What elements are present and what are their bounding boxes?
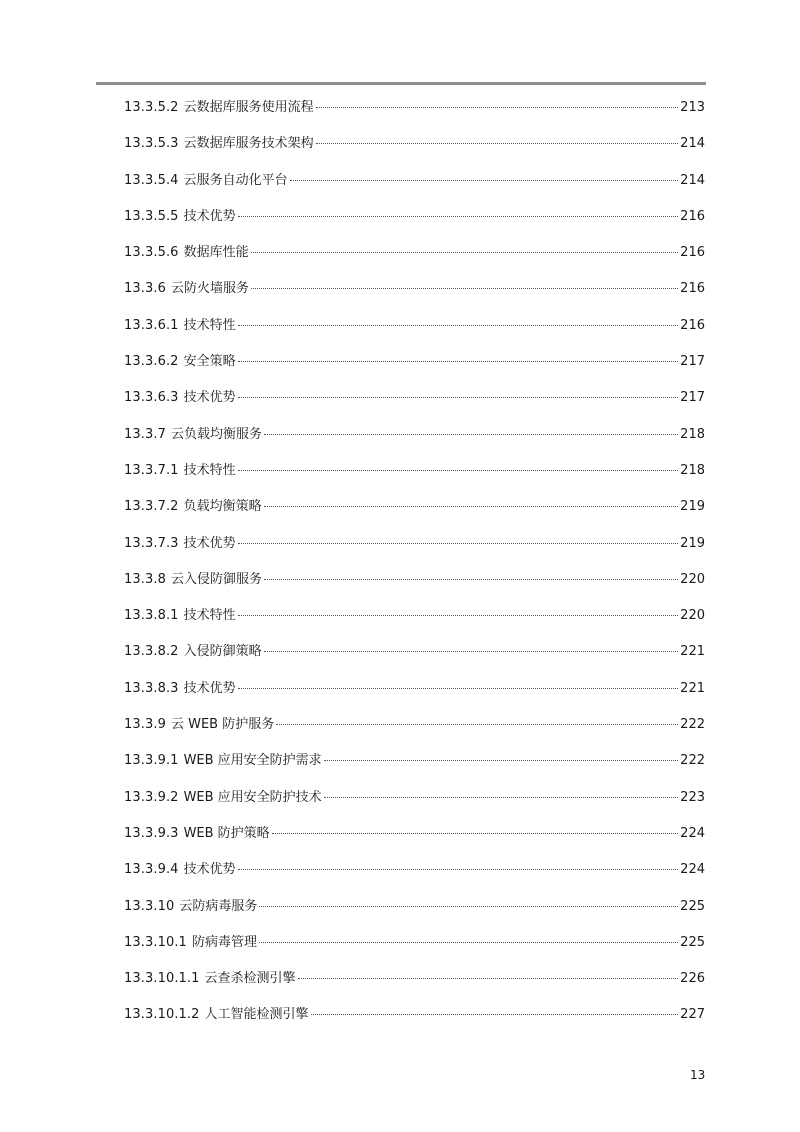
toc-entry-title: 云数据库服务使用流程	[183, 100, 314, 115]
toc-entry[interactable]	[124, 531, 705, 567]
toc-entry-page: 223	[680, 789, 705, 805]
toc-entry-title: 技术特性	[183, 608, 236, 624]
toc-dot-leader	[316, 143, 679, 144]
toc-entry-page: 219	[680, 535, 705, 551]
toc-entry-number: 13.3.8	[124, 571, 166, 587]
toc-entry[interactable]	[124, 313, 705, 349]
toc-entry-number: 13.3.10.1	[124, 934, 187, 950]
toc-entry-title: WEB 应用安全防护技术	[183, 789, 322, 805]
toc-entry[interactable]	[124, 785, 705, 821]
toc-entry-page: 217	[680, 390, 705, 406]
toc-entry[interactable]	[124, 966, 705, 1002]
toc-entry-number: 13.3.9.4	[124, 862, 179, 878]
toc-dot-leader	[311, 1014, 679, 1015]
toc-entry-number: 13.3.6.1	[124, 317, 179, 333]
toc-entry-page: 216	[680, 245, 705, 261]
toc-entry-page: 227	[680, 1007, 705, 1023]
toc-entry-number: 13.3.5.2	[124, 100, 179, 115]
toc-entry-page: 213	[680, 100, 705, 115]
toc-entry[interactable]	[124, 422, 705, 458]
toc-entry[interactable]	[124, 712, 705, 748]
toc-dot-leader	[238, 216, 679, 217]
header-rule	[96, 82, 706, 85]
toc-entry-title: 云入侵防御服务	[170, 571, 262, 587]
toc-entry-page: 216	[680, 208, 705, 224]
toc-dot-leader	[251, 288, 678, 289]
toc-entry-page: 220	[680, 608, 705, 624]
toc-entry-title: 数据库性能	[183, 245, 249, 261]
toc-entry-number: 13.3.9.1	[124, 753, 179, 769]
toc-dot-leader	[238, 361, 679, 362]
toc-entry-page: 216	[680, 317, 705, 333]
toc-dot-leader	[264, 506, 679, 507]
toc-entry[interactable]	[124, 821, 705, 857]
page-number: 13	[690, 1068, 706, 1082]
toc-dot-leader	[272, 833, 678, 834]
toc-entry[interactable]	[124, 1002, 705, 1038]
toc-entry-page: 222	[680, 717, 705, 733]
toc-entry[interactable]	[124, 131, 705, 167]
toc-entry-page: 224	[680, 862, 705, 878]
toc-dot-leader	[238, 869, 679, 870]
toc-entry[interactable]	[124, 240, 705, 276]
toc-entry[interactable]	[124, 276, 705, 312]
toc-entry-title: 云服务自动化平台	[183, 172, 288, 188]
toc-entry-page: 225	[680, 934, 705, 950]
toc-entry-number: 13.3.5.3	[124, 136, 179, 152]
toc-entry-title: 云负载均衡服务	[170, 426, 262, 442]
toc-entry-number: 13.3.8.1	[124, 608, 179, 624]
toc-entry-number: 13.3.5.5	[124, 208, 179, 224]
toc-entry[interactable]	[124, 95, 705, 131]
toc-entry-title: 安全策略	[183, 354, 236, 370]
toc-entry-page: 221	[680, 680, 705, 696]
toc-entry[interactable]	[124, 204, 705, 240]
toc-entry-page: 220	[680, 571, 705, 587]
toc-dot-leader	[238, 325, 679, 326]
toc-dot-leader	[276, 724, 678, 725]
toc-entry-title: 防病毒管理	[191, 934, 257, 950]
toc-entry-page: 216	[680, 281, 705, 297]
toc-entry[interactable]	[124, 567, 705, 603]
toc-entry-page: 214	[680, 172, 705, 188]
toc-dot-leader	[316, 107, 679, 108]
toc-entry-page: 224	[680, 825, 705, 841]
toc-entry-title: 入侵防御策略	[183, 644, 262, 660]
toc-entry-number: 13.3.7.1	[124, 462, 179, 478]
toc-entry[interactable]	[124, 349, 705, 385]
toc-entry[interactable]	[124, 894, 705, 930]
toc-entry[interactable]	[124, 857, 705, 893]
toc-entry-number: 13.3.10.1.1	[124, 971, 200, 987]
toc-entry-title: 技术优势	[183, 535, 236, 551]
toc-dot-leader	[259, 906, 678, 907]
toc-entry-title: 云 WEB 防护服务	[170, 717, 275, 733]
toc-entry[interactable]	[124, 748, 705, 784]
toc-dot-leader	[264, 579, 678, 580]
toc-entry-title: 负载均衡策略	[183, 499, 262, 515]
toc-entry[interactable]	[124, 603, 705, 639]
table-of-contents	[124, 95, 705, 1039]
toc-entry-number: 13.3.8.2	[124, 644, 179, 660]
toc-entry[interactable]	[124, 385, 705, 421]
toc-entry-page: 219	[680, 499, 705, 515]
toc-entry-number: 13.3.9.2	[124, 789, 179, 805]
toc-dot-leader	[264, 434, 678, 435]
toc-entry-title: 技术优势	[183, 680, 236, 696]
toc-entry-title: WEB 防护策略	[183, 825, 270, 841]
toc-entry-number: 13.3.10.1.2	[124, 1007, 200, 1023]
toc-entry-page: 217	[680, 354, 705, 370]
toc-entry-number: 13.3.5.6	[124, 245, 179, 261]
toc-entry-page: 221	[680, 644, 705, 660]
toc-entry-number: 13.3.7.2	[124, 499, 179, 515]
toc-entry-title: WEB 应用安全防护需求	[183, 753, 322, 769]
toc-entry[interactable]	[124, 930, 705, 966]
toc-entry-title: 技术优势	[183, 390, 236, 406]
toc-entry[interactable]	[124, 168, 705, 204]
toc-entry-number: 13.3.9	[124, 717, 166, 733]
toc-dot-leader	[324, 797, 678, 798]
toc-dot-leader	[298, 978, 679, 979]
toc-entry-title: 技术特性	[183, 462, 236, 478]
toc-entry[interactable]	[124, 458, 705, 494]
toc-entry-title: 云数据库服务技术架构	[183, 136, 314, 152]
toc-entry-page: 225	[680, 898, 705, 914]
toc-entry-title: 云防病毒服务	[179, 898, 258, 914]
toc-dot-leader	[238, 470, 679, 471]
toc-dot-leader	[251, 252, 679, 253]
toc-dot-leader	[259, 942, 678, 943]
toc-entry-page: 218	[680, 426, 705, 442]
toc-entry-title: 云防火墙服务	[170, 281, 249, 297]
toc-dot-leader	[238, 543, 679, 544]
toc-entry-title: 技术优势	[183, 208, 236, 224]
toc-entry[interactable]	[124, 494, 705, 530]
toc-entry-page: 226	[680, 971, 705, 987]
toc-entry-title: 人工智能检测引擎	[204, 1007, 309, 1023]
toc-entry-number: 13.3.6.3	[124, 390, 179, 406]
toc-dot-leader	[238, 615, 679, 616]
toc-dot-leader	[238, 397, 679, 398]
toc-entry-title: 云查杀检测引擎	[204, 971, 296, 987]
toc-entry-page: 222	[680, 753, 705, 769]
toc-entry-number: 13.3.8.3	[124, 680, 179, 696]
toc-dot-leader	[264, 651, 679, 652]
toc-entry-title: 技术优势	[183, 862, 236, 878]
toc-entry-number: 13.3.7	[124, 426, 166, 442]
toc-entry-number: 13.3.7.3	[124, 535, 179, 551]
toc-entry-title: 技术特性	[183, 317, 236, 333]
toc-dot-leader	[290, 180, 679, 181]
toc-entry-page: 214	[680, 136, 705, 152]
toc-entry[interactable]	[124, 639, 705, 675]
toc-entry[interactable]	[124, 676, 705, 712]
toc-entry-page: 218	[680, 462, 705, 478]
toc-entry-number: 13.3.10	[124, 898, 175, 914]
toc-entry-number: 13.3.5.4	[124, 172, 179, 188]
toc-dot-leader	[324, 760, 678, 761]
toc-entry-number: 13.3.9.3	[124, 825, 179, 841]
toc-entry-number: 13.3.6.2	[124, 354, 179, 370]
toc-dot-leader	[238, 688, 679, 689]
toc-entry-number: 13.3.6	[124, 281, 166, 297]
